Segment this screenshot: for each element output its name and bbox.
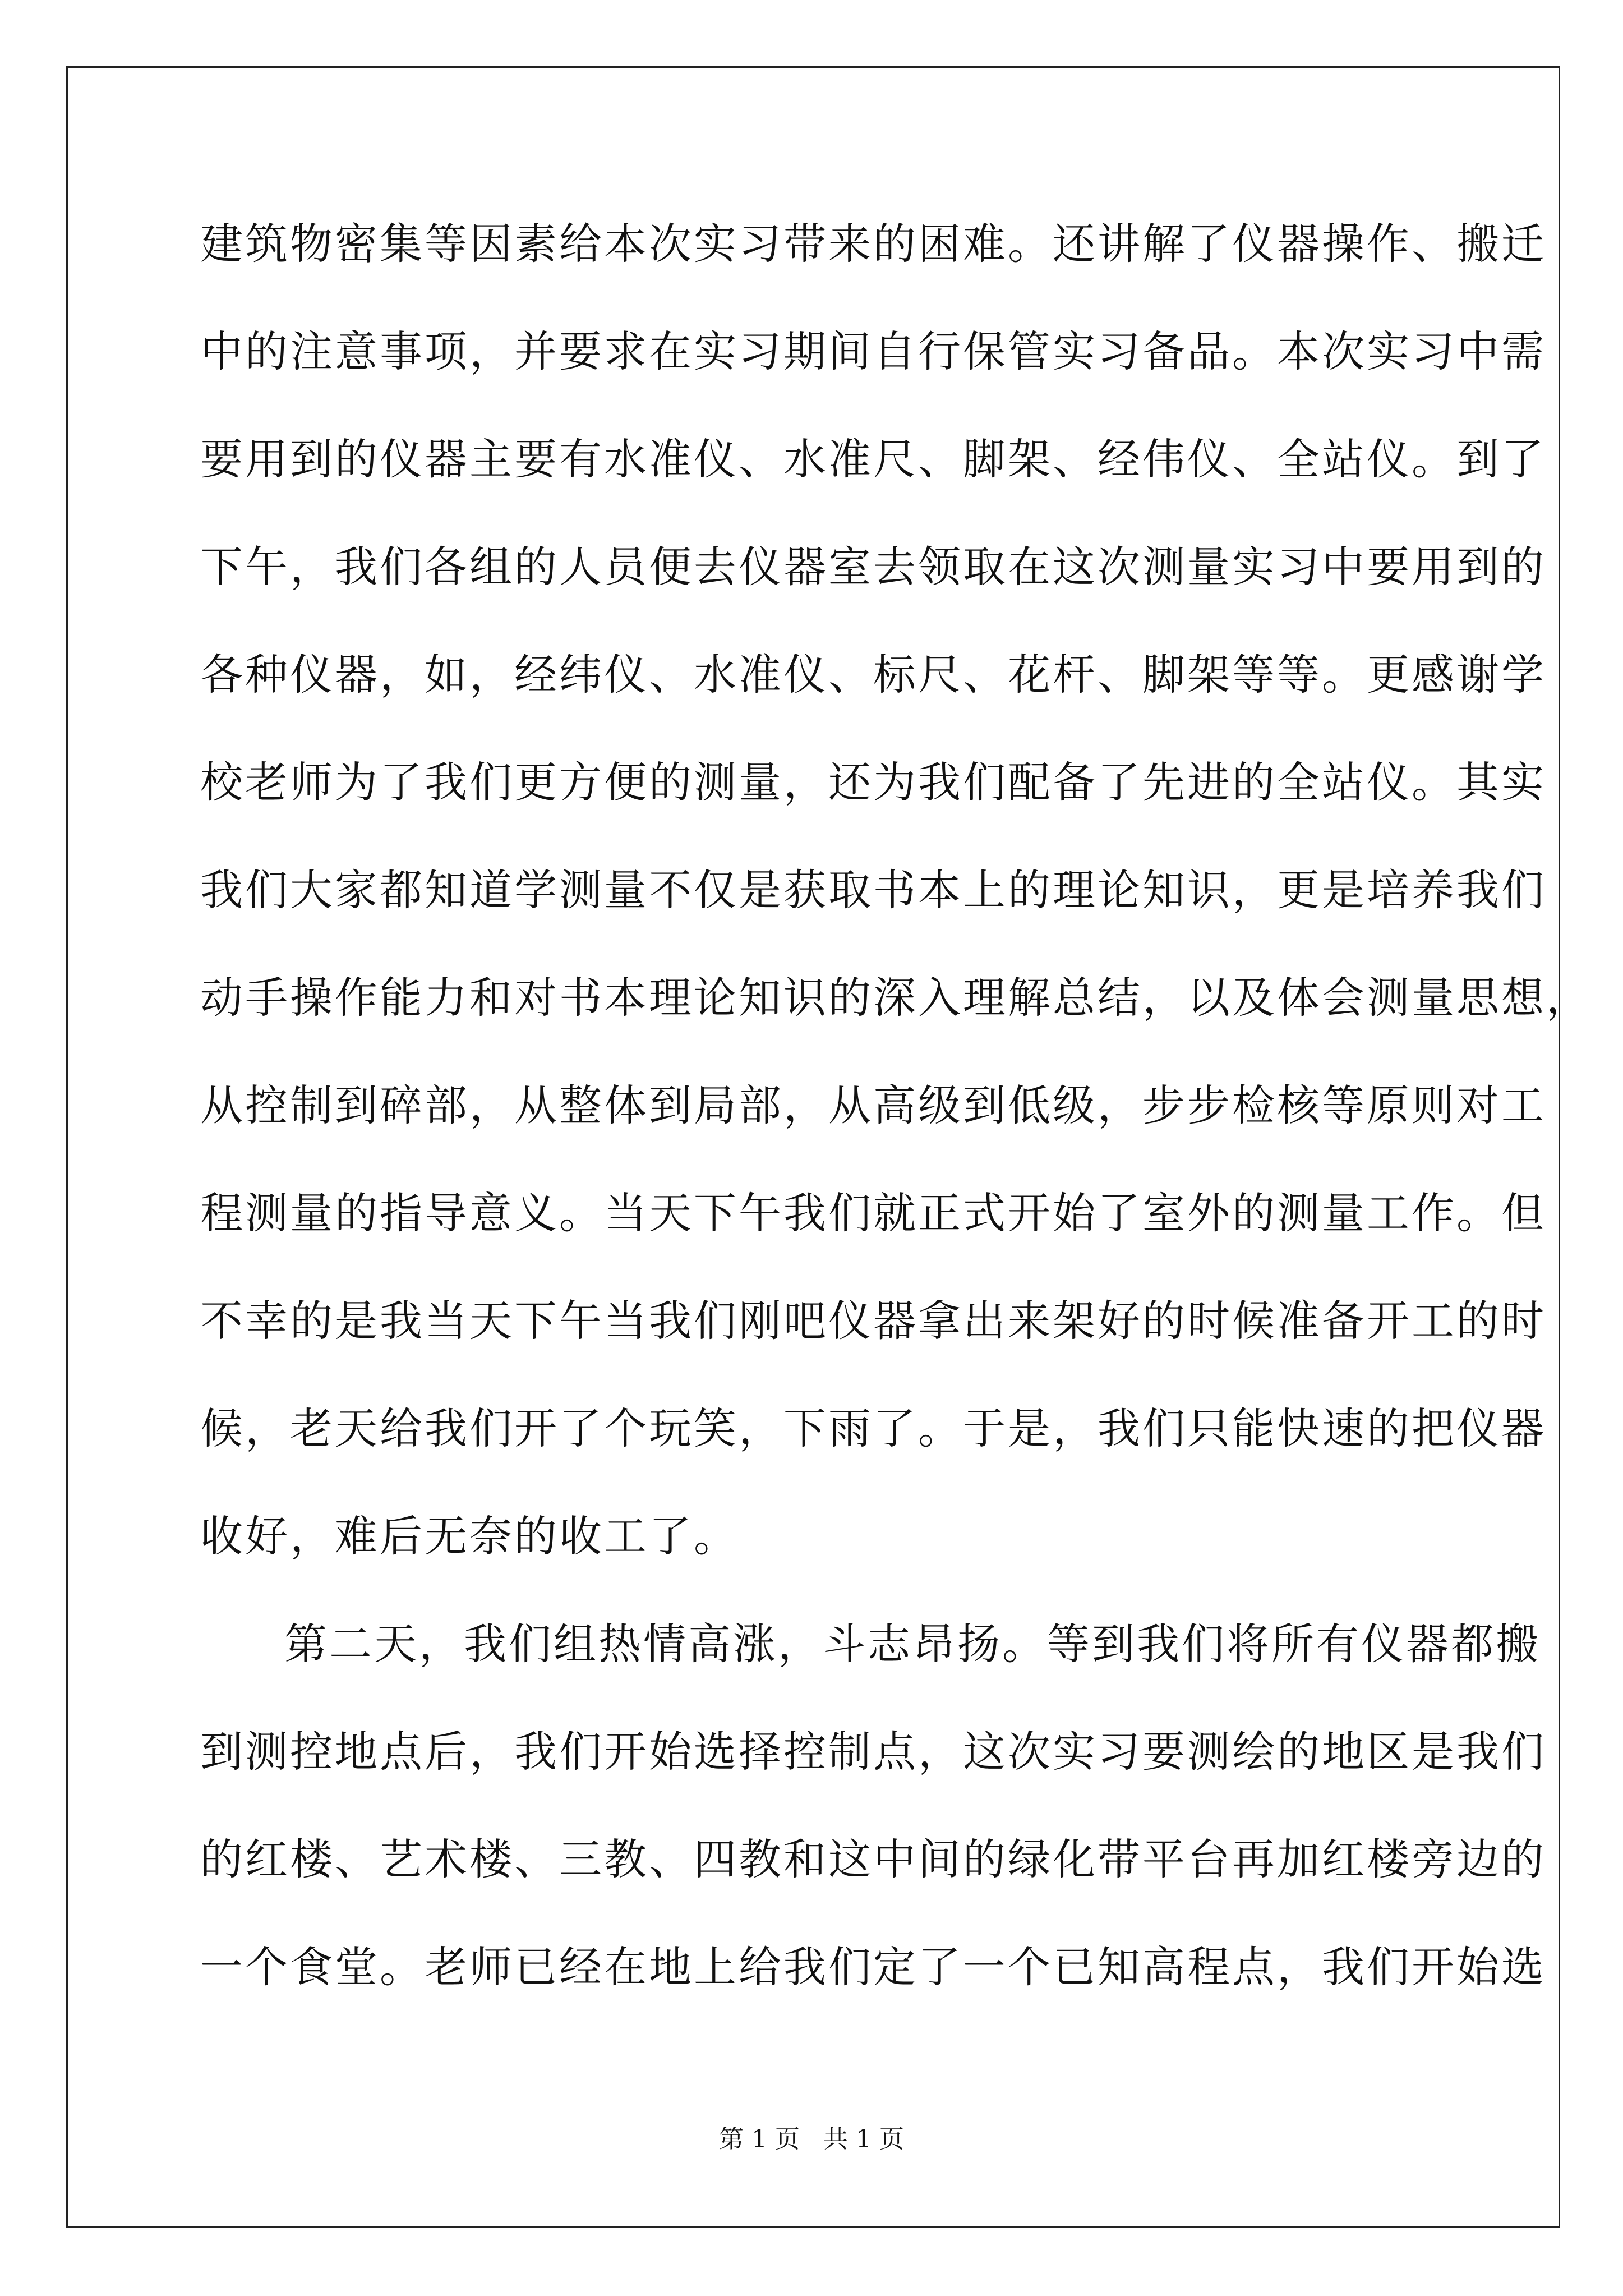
text-line: 中的注意事项，并要求在实习期间自行保管实习备品。本次实习中需	[200, 326, 1546, 376]
text-line: 各种仪器，如，经纬仪、水准仪、标尺、花杆、脚架等等。更感谢学	[200, 650, 1546, 700]
text-line: 建筑物密集等因素给本次实习带来的困难。还讲解了仪器操作、搬迁	[200, 219, 1546, 269]
text-line: 从控制到碎部，从整体到局部，从高级到低级，步步检核等原则对工	[200, 1080, 1546, 1130]
document-body	[200, 213, 1591, 2044]
page-footer	[0, 2123, 1623, 2156]
text-line: 的红楼、艺术楼、三教、四教和这中间的绿化带平台再加红楼旁边的	[200, 1834, 1546, 1884]
paragraph-1	[200, 213, 1591, 1613]
text-line: 校老师为了我们更方便的测量，还为我们配备了先进的全站仪。其实	[200, 757, 1546, 807]
text-line: 收好，难后无奈的收工了。	[200, 1511, 739, 1561]
text-line: 候，老天给我们开了个玩笑，下雨了。于是，我们只能快速的把仪器	[200, 1404, 1546, 1453]
text-line: 要用到的仪器主要有水准仪、水准尺、脚架、经伟仪、全站仪。到了	[200, 434, 1546, 484]
text-line: 到测控地点后，我们开始选择控制点，这次实习要测绘的地区是我们	[200, 1727, 1546, 1777]
paragraph-2	[200, 1613, 1546, 2044]
text-line: 我们大家都知道学测量不仅是获取书本上的理论知识，更是培养我们	[200, 865, 1546, 915]
text-line: 不幸的是我当天下午当我们刚吧仪器拿出来架好的时候准备开工的时	[200, 1296, 1546, 1346]
text-line: 下午，我们各组的人员便去仪器室去领取在这次测量实习中要用到的	[200, 542, 1546, 592]
text-line: 第二天，我们组热情高涨，斗志昂扬。等到我们将所有仪器都搬	[284, 1619, 1541, 1669]
page-number: 第 1 页 共 1 页	[719, 2125, 904, 2154]
text-line: 一个食堂。老师已经在地上给我们定了一个已知高程点，我们开始选	[200, 1942, 1546, 1992]
text-line: 程测量的指导意义。当天下午我们就正式开始了室外的测量工作。但	[200, 1188, 1546, 1238]
text-line: 动手操作能力和对书本理论知识的深入理解总结，以及体会测量思想，	[200, 973, 1591, 1023]
